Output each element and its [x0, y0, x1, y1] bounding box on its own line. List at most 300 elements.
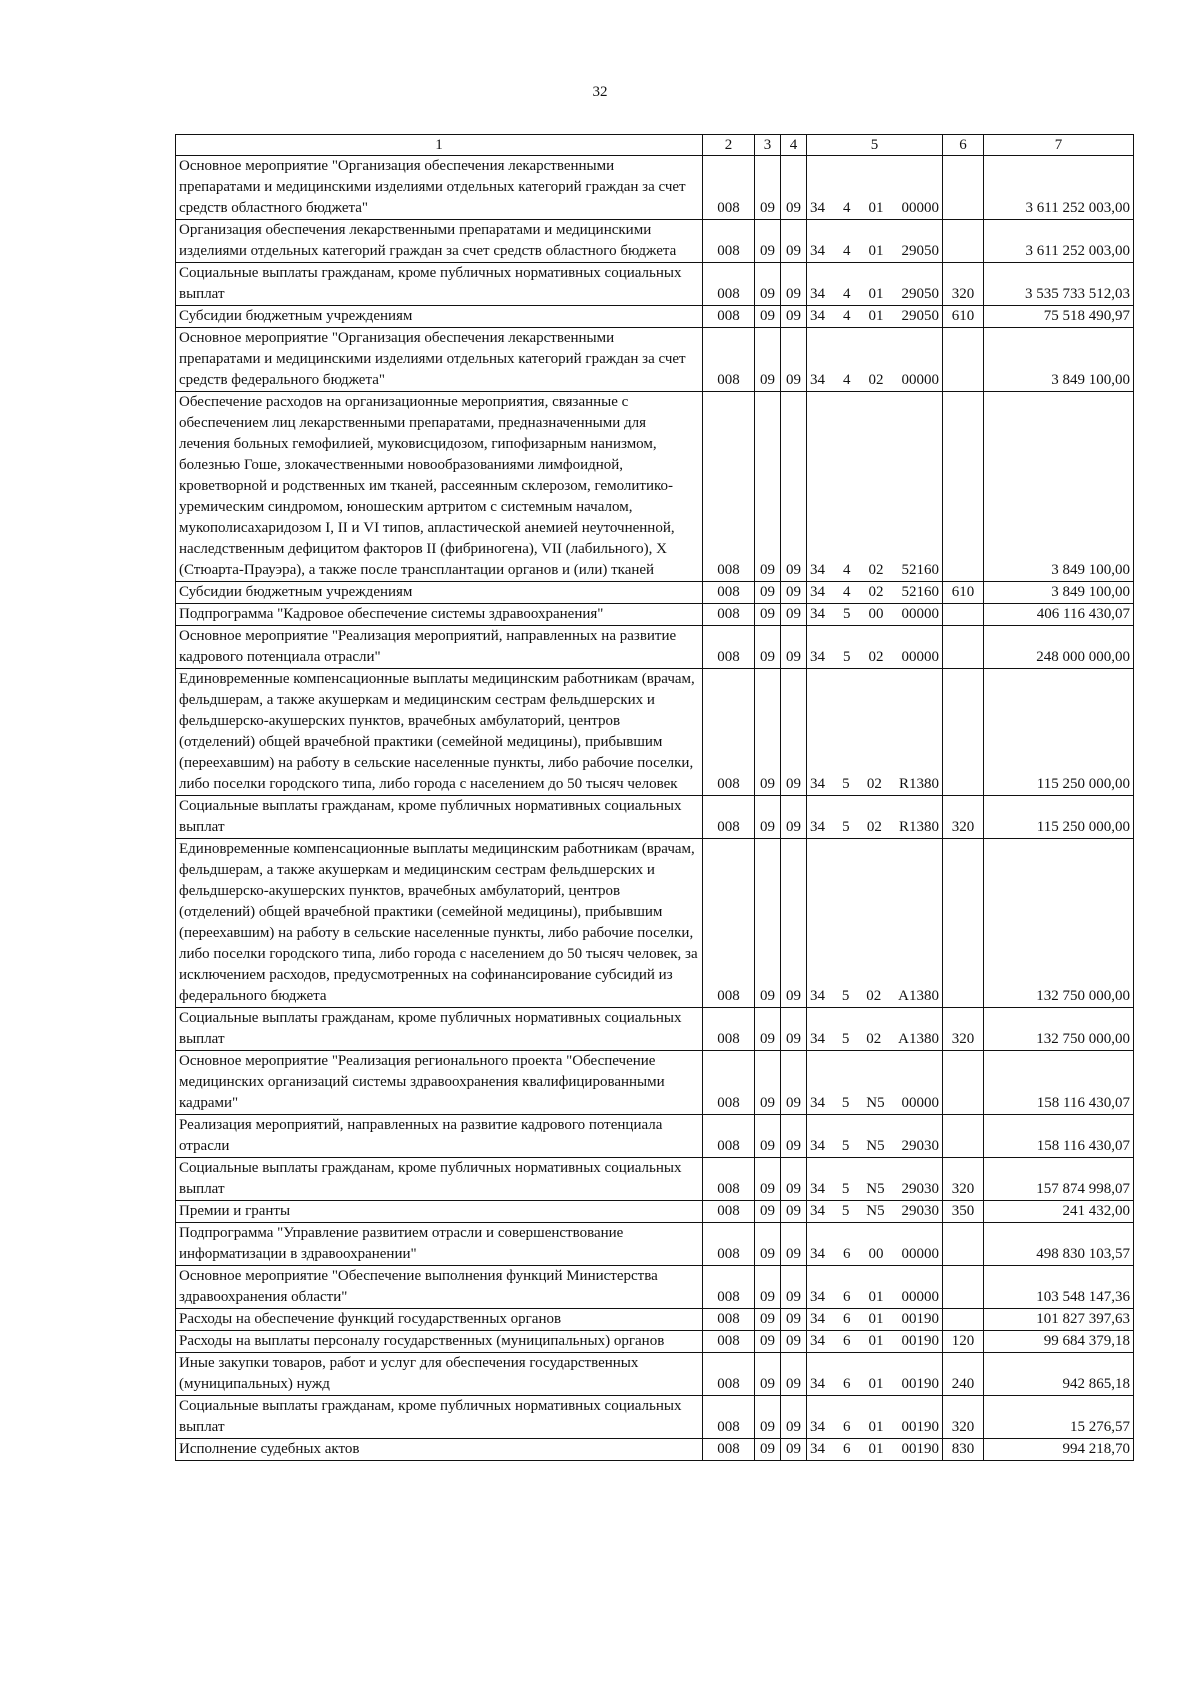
ministry-code: 008: [703, 839, 755, 1008]
header-col-name: 1: [176, 135, 703, 156]
row-amount: 3 611 252 003,00: [984, 156, 1134, 220]
target-code: [807, 263, 943, 306]
row-amount: 101 827 397,63: [984, 1309, 1134, 1331]
expense-type-code: 320: [943, 796, 984, 839]
target-code-activity: 01: [868, 200, 884, 216]
table-row: [176, 604, 1134, 626]
section-code: 09: [755, 306, 781, 328]
row-amount: 103 548 147,36: [984, 1266, 1134, 1309]
target-code-program: 34: [810, 1419, 825, 1435]
target-code-program: 34: [810, 243, 825, 259]
target-code: [807, 1331, 943, 1353]
subsection-code: 09: [781, 604, 807, 626]
target-code-subprogram: 4: [843, 562, 851, 578]
target-code: [807, 1201, 943, 1223]
section-code: 09: [755, 1158, 781, 1201]
subsection-code: 09: [781, 1223, 807, 1266]
table-row: [176, 263, 1134, 306]
target-code-program: 34: [810, 606, 825, 622]
target-code-activity: 01: [868, 308, 884, 324]
section-code: 09: [755, 1008, 781, 1051]
section-code: 09: [755, 1223, 781, 1266]
target-code-subprogram: 5: [841, 1031, 850, 1047]
row-amount: 498 830 103,57: [984, 1223, 1134, 1266]
ministry-code: 008: [703, 1158, 755, 1201]
section-code: 09: [755, 263, 781, 306]
target-code-direction: A1380: [898, 988, 939, 1004]
target-code-subprogram: 5: [841, 1203, 850, 1219]
expense-type-code: 120: [943, 1331, 984, 1353]
ministry-code: 008: [703, 1353, 755, 1396]
target-code-program: 34: [810, 308, 825, 324]
target-code-program: 34: [810, 1138, 825, 1154]
target-code-activity: 01: [868, 1333, 884, 1349]
table-row: [176, 1266, 1134, 1309]
table-row: [176, 156, 1134, 220]
target-code-program: 34: [810, 562, 825, 578]
target-code-subprogram: 6: [843, 1419, 851, 1435]
target-code-program: 34: [810, 372, 825, 388]
target-code-direction: 29050: [901, 243, 939, 259]
target-code-activity: 01: [868, 1311, 884, 1327]
target-code: [807, 839, 943, 1008]
table-row: [176, 839, 1134, 1008]
header-col-amount: 7: [984, 135, 1134, 156]
ministry-code: 008: [703, 328, 755, 392]
ministry-code: 008: [703, 156, 755, 220]
ministry-code: 008: [703, 796, 755, 839]
row-name: Основное мероприятие "Реализация регионального проекта "Обеспечение медицинских организаций системы здравоохранения квалифицированными кадрами": [176, 1051, 703, 1115]
expense-type-code: 320: [943, 1008, 984, 1051]
target-code-activity: 01: [868, 243, 884, 259]
header-row: [176, 135, 1134, 156]
section-code: 09: [755, 220, 781, 263]
section-code: 09: [755, 1115, 781, 1158]
table-row: [176, 1158, 1134, 1201]
row-amount: 115 250 000,00: [984, 796, 1134, 839]
target-code: [807, 1008, 943, 1051]
ministry-code: 008: [703, 1439, 755, 1461]
row-name: Социальные выплаты гражданам, кроме публичных нормативных социальных выплат: [176, 1008, 703, 1051]
table-header: [176, 135, 1134, 156]
expense-type-code: 320: [943, 1396, 984, 1439]
target-code: [807, 1051, 943, 1115]
subsection-code: 09: [781, 796, 807, 839]
section-code: 09: [755, 1439, 781, 1461]
target-code-direction: 00190: [901, 1311, 939, 1327]
table-row: [176, 1051, 1134, 1115]
target-code-direction: 29030: [901, 1203, 939, 1219]
target-code: [807, 1115, 943, 1158]
row-name: Основное мероприятие "Обеспечение выполнения функций Министерства здравоохранения области": [176, 1266, 703, 1309]
target-code-activity: 02: [868, 649, 884, 665]
expense-type-code: 320: [943, 1158, 984, 1201]
expense-type-code: [943, 328, 984, 392]
row-name: Премии и гранты: [176, 1201, 703, 1223]
row-name: Исполнение судебных актов: [176, 1439, 703, 1461]
table-row: [176, 1396, 1134, 1439]
expense-type-code: [943, 626, 984, 669]
ministry-code: 008: [703, 1266, 755, 1309]
subsection-code: 09: [781, 306, 807, 328]
subsection-code: 09: [781, 328, 807, 392]
row-amount: 132 750 000,00: [984, 839, 1134, 1008]
target-code-direction: 00000: [901, 1289, 939, 1305]
ministry-code: 008: [703, 582, 755, 604]
target-code-direction: 00000: [901, 606, 939, 622]
row-name: Основное мероприятие "Организация обеспечения лекарственными препаратами и медицинскими изделиями отдельных категорий граждан за счет средств федерального бюджета": [176, 328, 703, 392]
subsection-code: 09: [781, 839, 807, 1008]
ministry-code: 008: [703, 626, 755, 669]
section-code: 09: [755, 796, 781, 839]
ministry-code: 008: [703, 1008, 755, 1051]
subsection-code: 09: [781, 156, 807, 220]
expense-type-code: [943, 1223, 984, 1266]
row-name: Единовременные компенсационные выплаты медицинским работникам (врачам, фельдшерам, а также акушеркам и медицинским сестрам фельдшерских и фельдшерско-акушерских пунктов, врачебных амбулаторий, центров (отделений) общей врачебной практики (семейной медицины), прибывшим (переехавшим) на работу в сельские населенные пункты, либо рабочие поселки, либо поселки городского типа, либо города с населением до 50 тысяч человек, за исключением расходов, предусмотренных на софинансирование субсидий из федерального бюджета: [176, 839, 703, 1008]
table-row: [176, 669, 1134, 796]
target-code-program: 34: [810, 1376, 825, 1392]
row-name: Социальные выплаты гражданам, кроме публичных нормативных социальных выплат: [176, 1396, 703, 1439]
expense-type-code: [943, 839, 984, 1008]
target-code-subprogram: 4: [843, 308, 851, 324]
subsection-code: 09: [781, 220, 807, 263]
expense-type-code: [943, 669, 984, 796]
ministry-code: 008: [703, 1115, 755, 1158]
target-code: [807, 392, 943, 582]
table-row: [176, 1331, 1134, 1353]
row-amount: 157 874 998,07: [984, 1158, 1134, 1201]
target-code-program: 34: [810, 1311, 825, 1327]
target-code-activity: N5: [866, 1181, 885, 1197]
target-code-activity: 01: [868, 1289, 884, 1305]
row-amount: 132 750 000,00: [984, 1008, 1134, 1051]
expense-type-code: [943, 1115, 984, 1158]
target-code-direction: 00000: [901, 1095, 939, 1111]
row-name: Обеспечение расходов на организационные мероприятия, связанные с обеспечением лиц лекарственными препаратами, предназначенными для лечения больных гемофилией, муковисцидозом, гипофизарным нанизмом, болезнью Гоше, злокачественными новообразованиями лимфоидной, кроветворной и родственных им тканей, рассеянным склерозом, гемолитико-уремическим синдромом, юношеским артритом с системным началом, мукополисахаридозом I, II и VI типов, апластической анемией неуточненной, наследственным дефицитом факторов II (фибриногена), VII (лабильного), X (Стюарта-Прауэра), а также после трансплантации органов и (или) тканей: [176, 392, 703, 582]
row-name: Социальные выплаты гражданам, кроме публичных нормативных социальных выплат: [176, 1158, 703, 1201]
table-row: [176, 1115, 1134, 1158]
target-code-activity: 02: [868, 372, 884, 388]
section-code: 09: [755, 582, 781, 604]
ministry-code: 008: [703, 669, 755, 796]
target-code: [807, 669, 943, 796]
target-code-program: 34: [810, 1031, 825, 1047]
table-row: [176, 1353, 1134, 1396]
row-amount: 994 218,70: [984, 1439, 1134, 1461]
header-col-ministry: 2: [703, 135, 755, 156]
section-code: 09: [755, 156, 781, 220]
target-code-subprogram: 5: [843, 606, 851, 622]
target-code-activity: N5: [866, 1203, 885, 1219]
row-amount: 115 250 000,00: [984, 669, 1134, 796]
target-code-activity: 00: [868, 1246, 884, 1262]
row-name: Социальные выплаты гражданам, кроме публичных нормативных социальных выплат: [176, 263, 703, 306]
expense-type-code: [943, 220, 984, 263]
target-code-activity: 02: [866, 819, 882, 835]
row-amount: 3 849 100,00: [984, 582, 1134, 604]
target-code-activity: 01: [868, 1441, 884, 1457]
target-code-direction: 00000: [901, 200, 939, 216]
target-code-activity: 02: [868, 584, 884, 600]
target-code-direction: 00000: [901, 372, 939, 388]
target-code-direction: A1380: [898, 1031, 939, 1047]
row-amount: 158 116 430,07: [984, 1051, 1134, 1115]
target-code-direction: 29030: [901, 1181, 939, 1197]
target-code-subprogram: 5: [842, 819, 850, 835]
expense-type-code: [943, 1051, 984, 1115]
row-name: Единовременные компенсационные выплаты медицинским работникам (врачам, фельдшерам, а также акушеркам и медицинским сестрам фельдшерских и фельдшерско-акушерских пунктов, врачебных амбулаторий, центров (отделений) общей врачебной практики (семейной медицины), прибывшим (переехавшим) на работу в сельские населенные пункты, либо рабочие поселки, либо поселки городского типа, либо города с населением до 50 тысяч человек: [176, 669, 703, 796]
expense-type-code: 320: [943, 263, 984, 306]
header-col-subsection: 4: [781, 135, 807, 156]
table-row: [176, 582, 1134, 604]
target-code-direction: 00190: [901, 1376, 939, 1392]
section-code: 09: [755, 1051, 781, 1115]
expense-type-code: [943, 604, 984, 626]
target-code-program: 34: [810, 649, 825, 665]
target-code: [807, 1266, 943, 1309]
row-amount: 406 116 430,07: [984, 604, 1134, 626]
subsection-code: 09: [781, 582, 807, 604]
row-amount: 99 684 379,18: [984, 1331, 1134, 1353]
ministry-code: 008: [703, 604, 755, 626]
target-code-subprogram: 4: [843, 372, 851, 388]
subsection-code: 09: [781, 1439, 807, 1461]
section-code: 09: [755, 1353, 781, 1396]
target-code-activity: 01: [868, 286, 884, 302]
subsection-code: 09: [781, 626, 807, 669]
target-code-direction: 52160: [901, 562, 939, 578]
header-col-section: 3: [755, 135, 781, 156]
target-code-subprogram: 5: [841, 1095, 850, 1111]
row-amount: 15 276,57: [984, 1396, 1134, 1439]
target-code: [807, 1396, 943, 1439]
target-code: [807, 1223, 943, 1266]
row-amount: 158 116 430,07: [984, 1115, 1134, 1158]
row-amount: 3 849 100,00: [984, 392, 1134, 582]
target-code-program: 34: [810, 1181, 825, 1197]
target-code-subprogram: 5: [841, 1181, 850, 1197]
target-code: [807, 156, 943, 220]
ministry-code: 008: [703, 1223, 755, 1266]
table-row: [176, 1223, 1134, 1266]
table-row: [176, 392, 1134, 582]
ministry-code: 008: [703, 263, 755, 306]
row-amount: 3 849 100,00: [984, 328, 1134, 392]
subsection-code: 09: [781, 1353, 807, 1396]
row-name: Подпрограмма "Кадровое обеспечение системы здравоохранения": [176, 604, 703, 626]
target-code-activity: 02: [866, 776, 882, 792]
target-code-direction: 00190: [901, 1333, 939, 1349]
target-code-subprogram: 5: [843, 649, 851, 665]
ministry-code: 008: [703, 392, 755, 582]
ministry-code: 008: [703, 306, 755, 328]
table-row: [176, 796, 1134, 839]
table-row: [176, 1201, 1134, 1223]
target-code-program: 34: [810, 286, 825, 302]
target-code-activity: 01: [868, 1419, 884, 1435]
target-code-program: 34: [810, 1203, 825, 1219]
row-amount: 3 535 733 512,03: [984, 263, 1134, 306]
row-amount: 241 432,00: [984, 1201, 1134, 1223]
target-code-activity: N5: [866, 1095, 885, 1111]
section-code: 09: [755, 1201, 781, 1223]
target-code-program: 34: [810, 1333, 825, 1349]
target-code-subprogram: 4: [843, 584, 851, 600]
subsection-code: 09: [781, 1115, 807, 1158]
section-code: 09: [755, 392, 781, 582]
section-code: 09: [755, 1309, 781, 1331]
ministry-code: 008: [703, 1331, 755, 1353]
ministry-code: 008: [703, 1201, 755, 1223]
target-code-subprogram: 5: [842, 776, 850, 792]
row-name: Подпрограмма "Управление развитием отрасли и совершенствование информатизации в здравоохранении": [176, 1223, 703, 1266]
target-code-subprogram: 6: [843, 1311, 851, 1327]
section-code: 09: [755, 626, 781, 669]
target-code: [807, 604, 943, 626]
target-code-subprogram: 4: [843, 243, 851, 259]
target-code-direction: 00000: [901, 1246, 939, 1262]
target-code-activity: 02: [868, 562, 884, 578]
table-row: [176, 328, 1134, 392]
subsection-code: 09: [781, 669, 807, 796]
table-row: [176, 220, 1134, 263]
row-name: Основное мероприятие "Организация обеспечения лекарственными препаратами и медицинскими изделиями отдельных категорий граждан за счет средств областного бюджета": [176, 156, 703, 220]
row-name: Социальные выплаты гражданам, кроме публичных нормативных социальных выплат: [176, 796, 703, 839]
target-code: [807, 1439, 943, 1461]
target-code-direction: 00190: [901, 1441, 939, 1457]
budget-table: [175, 134, 1134, 1461]
target-code-direction: 29050: [901, 286, 939, 302]
target-code: [807, 306, 943, 328]
table-row: [176, 626, 1134, 669]
target-code-subprogram: 6: [843, 1333, 851, 1349]
target-code: [807, 220, 943, 263]
target-code-subprogram: 4: [843, 286, 851, 302]
header-col-target: 5: [807, 135, 943, 156]
expense-type-code: 350: [943, 1201, 984, 1223]
expense-type-code: 610: [943, 306, 984, 328]
target-code-program: 34: [810, 200, 825, 216]
ministry-code: 008: [703, 220, 755, 263]
subsection-code: 09: [781, 1309, 807, 1331]
ministry-code: 008: [703, 1396, 755, 1439]
row-name: Основное мероприятие "Реализация мероприятий, направленных на развитие кадрового потенциала отрасли": [176, 626, 703, 669]
expense-type-code: 240: [943, 1353, 984, 1396]
subsection-code: 09: [781, 1331, 807, 1353]
target-code-program: 34: [810, 1441, 825, 1457]
target-code-program: 34: [810, 988, 825, 1004]
target-code: [807, 582, 943, 604]
target-code-subprogram: 5: [841, 1138, 850, 1154]
target-code-activity: 00: [868, 606, 884, 622]
row-name: Субсидии бюджетным учреждениям: [176, 306, 703, 328]
target-code-program: 34: [810, 1095, 825, 1111]
expense-type-code: [943, 156, 984, 220]
row-name: Расходы на выплаты персоналу государственных (муниципальных) органов: [176, 1331, 703, 1353]
row-name: Субсидии бюджетным учреждениям: [176, 582, 703, 604]
target-code-direction: 52160: [901, 584, 939, 600]
target-code: [807, 1158, 943, 1201]
table-row: [176, 306, 1134, 328]
target-code-activity: 02: [866, 1031, 882, 1047]
target-code-program: 34: [810, 584, 825, 600]
target-code-direction: 29030: [901, 1138, 939, 1154]
target-code-program: 34: [810, 1246, 825, 1262]
expense-type-code: [943, 1309, 984, 1331]
target-code: [807, 1353, 943, 1396]
target-code-direction: R1380: [898, 776, 939, 792]
expense-type-code: 830: [943, 1439, 984, 1461]
section-code: 09: [755, 839, 781, 1008]
table-body: [176, 156, 1134, 1461]
subsection-code: 09: [781, 1396, 807, 1439]
target-code-activity: N5: [866, 1138, 885, 1154]
section-code: 09: [755, 328, 781, 392]
target-code-program: 34: [810, 1289, 825, 1305]
row-name: Организация обеспечения лекарственными препаратами и медицинскими изделиями отдельных категорий граждан за счет средств областного бюджета: [176, 220, 703, 263]
section-code: 09: [755, 1396, 781, 1439]
expense-type-code: [943, 392, 984, 582]
target-code: [807, 796, 943, 839]
subsection-code: 09: [781, 1008, 807, 1051]
row-name: Расходы на обеспечение функций государственных органов: [176, 1309, 703, 1331]
target-code-direction: 29050: [901, 308, 939, 324]
header-col-expense-type: 6: [943, 135, 984, 156]
subsection-code: 09: [781, 392, 807, 582]
target-code-activity: 02: [866, 988, 882, 1004]
target-code-program: 34: [810, 819, 825, 835]
target-code-direction: R1380: [898, 819, 939, 835]
subsection-code: 09: [781, 263, 807, 306]
row-amount: 3 611 252 003,00: [984, 220, 1134, 263]
subsection-code: 09: [781, 1158, 807, 1201]
row-amount: 75 518 490,97: [984, 306, 1134, 328]
subsection-code: 09: [781, 1051, 807, 1115]
table-row: [176, 1439, 1134, 1461]
target-code-direction: 00000: [901, 649, 939, 665]
target-code-subprogram: 6: [843, 1441, 851, 1457]
target-code-subprogram: 6: [843, 1246, 851, 1262]
ministry-code: 008: [703, 1051, 755, 1115]
row-name: Иные закупки товаров, работ и услуг для обеспечения государственных (муниципальных) нужд: [176, 1353, 703, 1396]
expense-type-code: [943, 1266, 984, 1309]
section-code: 09: [755, 1331, 781, 1353]
target-code-direction: 00190: [901, 1419, 939, 1435]
target-code-subprogram: 5: [841, 988, 850, 1004]
target-code: [807, 626, 943, 669]
section-code: 09: [755, 604, 781, 626]
ministry-code: 008: [703, 1309, 755, 1331]
row-amount: 248 000 000,00: [984, 626, 1134, 669]
target-code-subprogram: 6: [843, 1289, 851, 1305]
target-code-subprogram: 4: [843, 200, 851, 216]
target-code-subprogram: 6: [843, 1376, 851, 1392]
table-row: [176, 1008, 1134, 1051]
target-code: [807, 1309, 943, 1331]
page-number: 32: [592, 84, 608, 100]
subsection-code: 09: [781, 1266, 807, 1309]
row-name: Реализация мероприятий, направленных на развитие кадрового потенциала отрасли: [176, 1115, 703, 1158]
row-amount: 942 865,18: [984, 1353, 1134, 1396]
section-code: 09: [755, 669, 781, 796]
target-code: [807, 328, 943, 392]
target-code-activity: 01: [868, 1376, 884, 1392]
section-code: 09: [755, 1266, 781, 1309]
subsection-code: 09: [781, 1201, 807, 1223]
table-row: [176, 1309, 1134, 1331]
expense-type-code: 610: [943, 582, 984, 604]
target-code-program: 34: [810, 776, 825, 792]
